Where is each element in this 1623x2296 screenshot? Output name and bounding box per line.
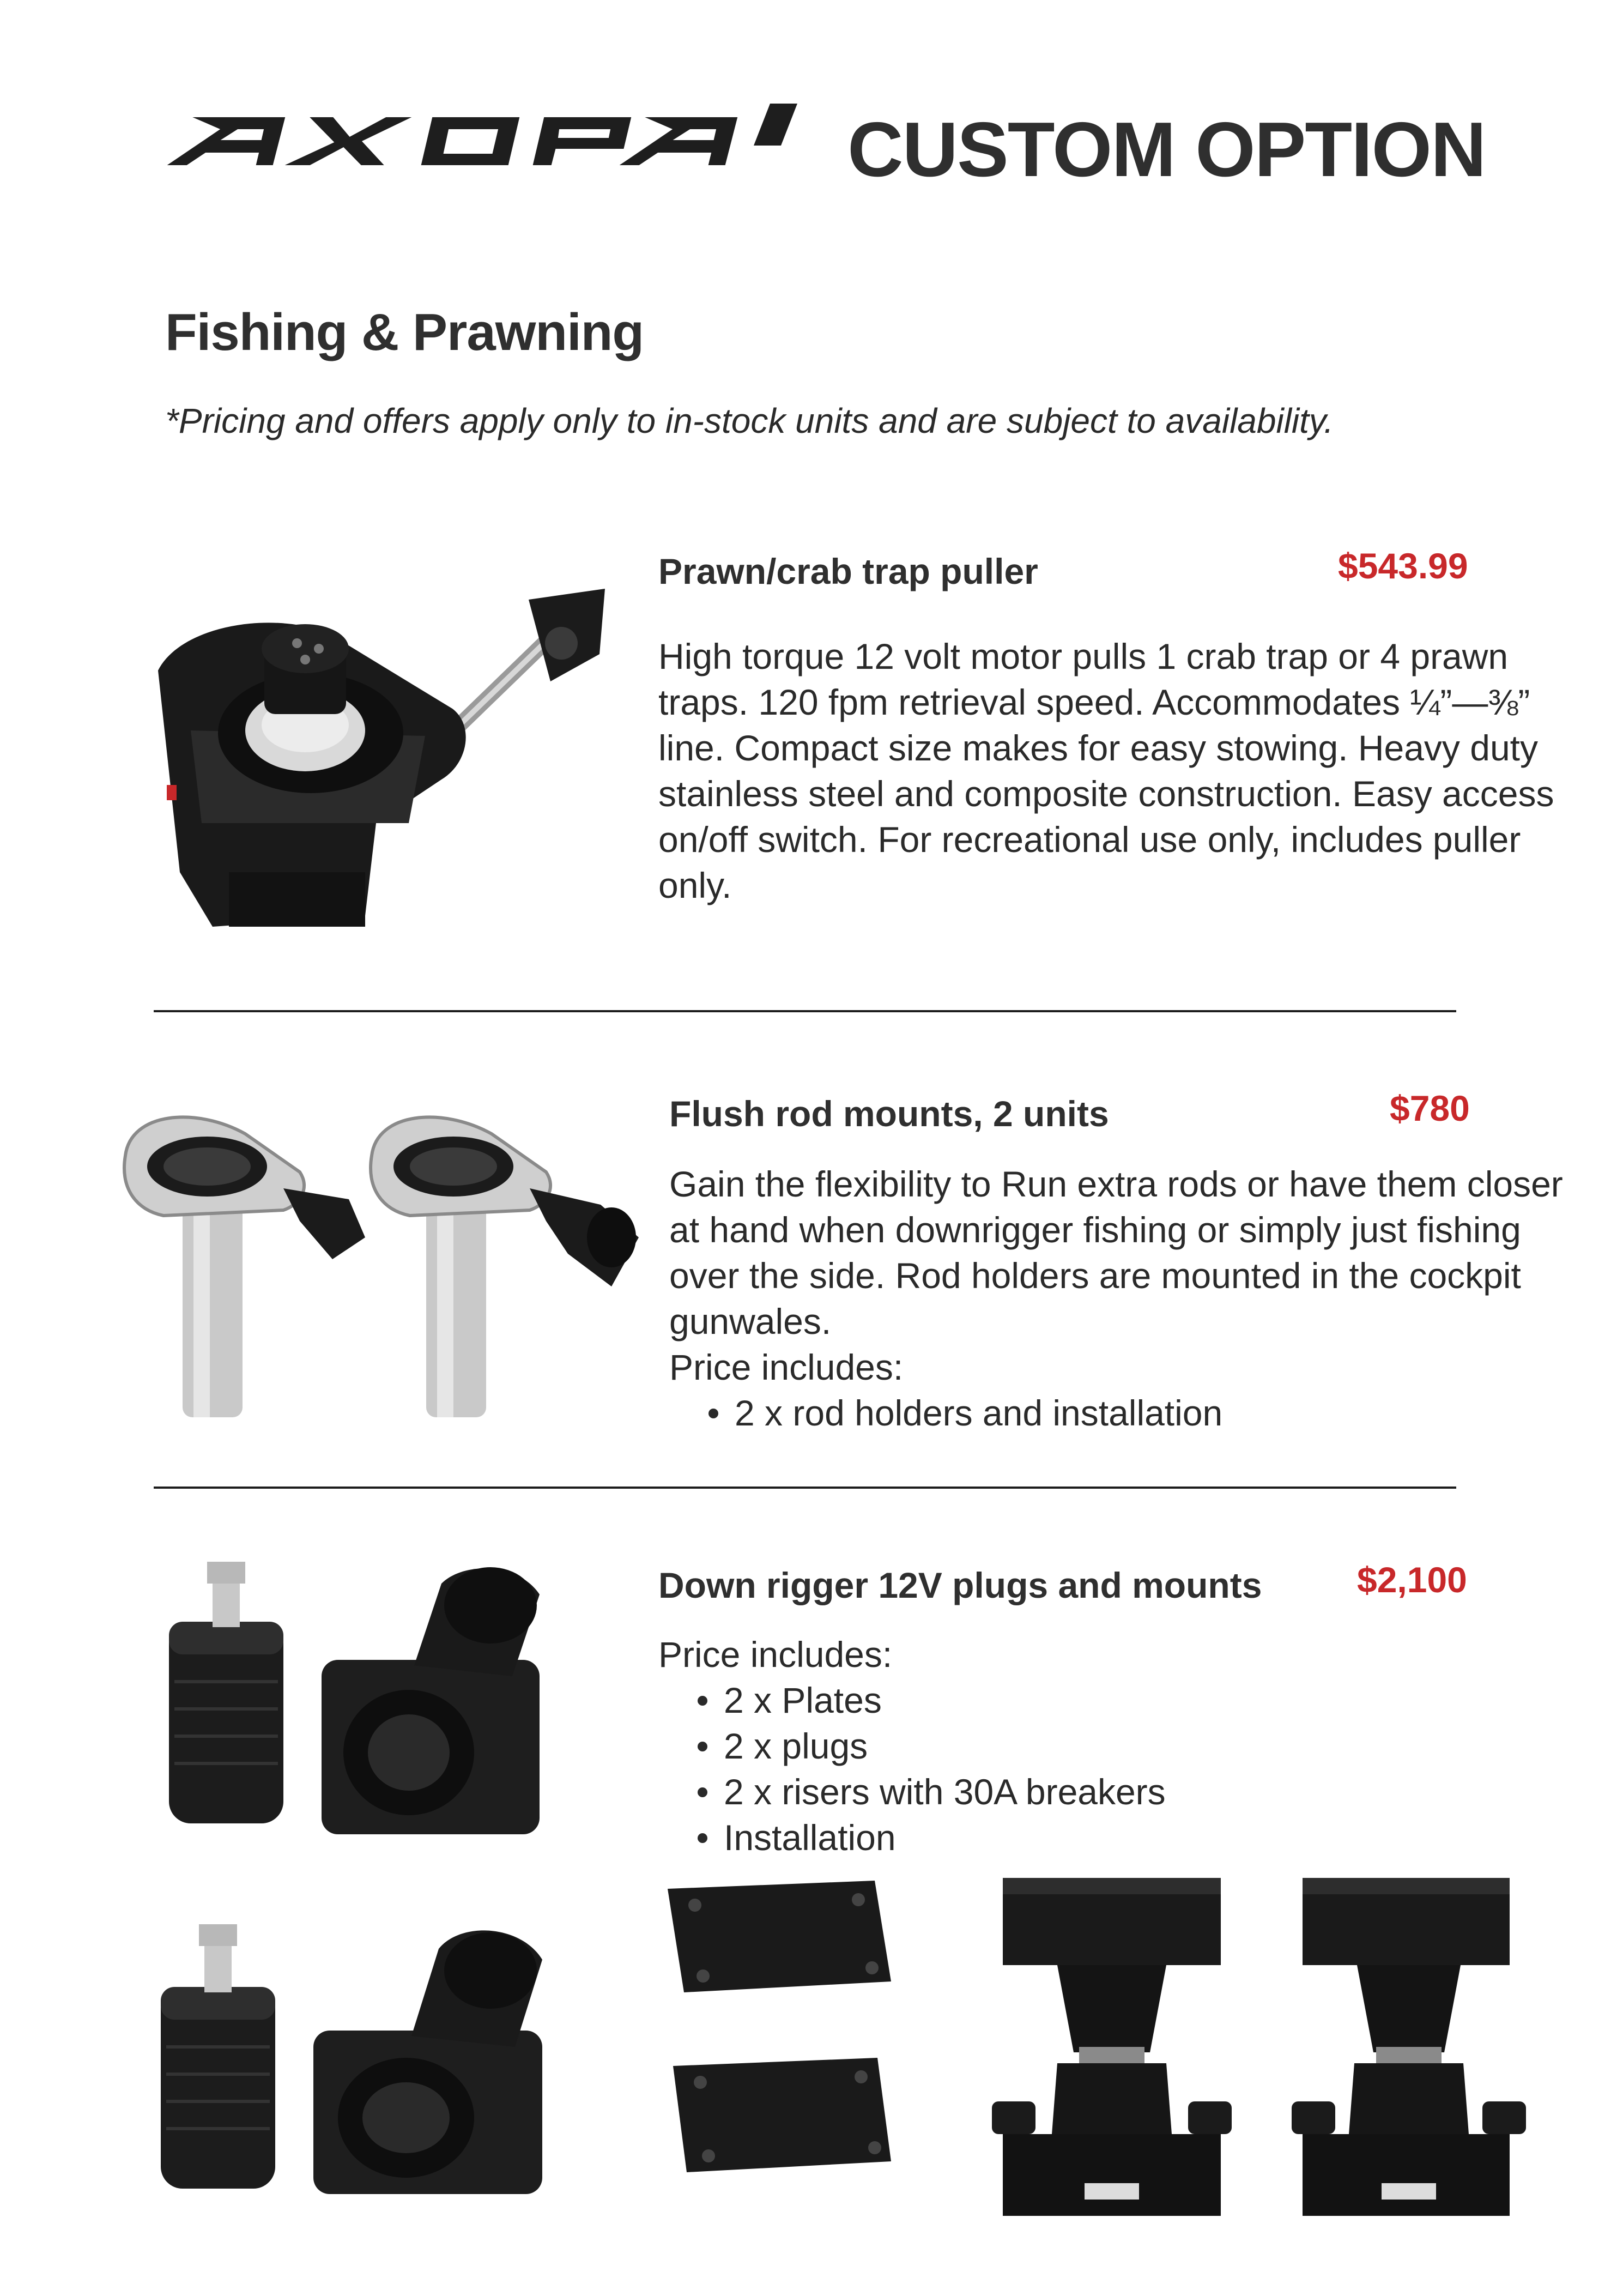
trap-puller-image — [147, 567, 610, 959]
riser-mount-image-left — [992, 1872, 1232, 2227]
included-items-list — [669, 1390, 1569, 1436]
product-price: $543.99 — [1338, 546, 1468, 586]
product-name: Prawn/crab trap puller — [658, 551, 1038, 591]
list-item: 2 x plugs — [658, 1723, 1558, 1769]
product-description — [658, 1632, 1558, 1860]
product-description — [669, 1161, 1569, 1436]
plug-socket-image-bottom — [150, 1911, 564, 2205]
list-item: 2 x rod holders and installation — [669, 1390, 1569, 1436]
product-name: Flush rod mounts, 2 units — [669, 1093, 1109, 1134]
list-item: Installation — [658, 1815, 1558, 1860]
plug-socket-image-top — [158, 1551, 561, 1840]
product-price: $780 — [1390, 1088, 1470, 1128]
list-item: 2 x Plates — [658, 1677, 1558, 1723]
price-includes-label: Price includes: — [669, 1347, 904, 1387]
riser-mount-image-right — [1292, 1872, 1531, 2227]
product-name: Down rigger 12V plugs and mounts — [658, 1565, 1262, 1605]
description-paragraph: Gain the flexibility to Run extra rods or have them closer at hand when downrigger fishing or simply just fishing over the side. Rod holders are mounted in the cockpit gunwales. — [669, 1164, 1563, 1342]
divider — [154, 1487, 1456, 1489]
list-item: 2 x risers with 30A breakers — [658, 1769, 1558, 1815]
section-title: Fishing & Prawning — [165, 303, 644, 361]
included-items-list — [658, 1677, 1558, 1860]
price-includes-label: Price includes: — [658, 1634, 893, 1675]
product-price: $2,100 — [1357, 1560, 1467, 1600]
rod-mount-image-left — [120, 1096, 371, 1423]
description-paragraph: High torque 12 volt motor pulls 1 crab trap or 4 prawn traps. 120 fpm retrieval speed. Accommodates ¼”—⅜” line. Compact size makes for easy stowing. Heavy duty stainless steel and composite construction. Easy access on/off switch. For recreational use only, includes puller only. — [658, 636, 1554, 905]
mounting-plates-image — [662, 1878, 902, 2221]
pricing-disclaimer: *Pricing and offers apply only to in-stock units and are subject to availability. — [165, 401, 1334, 440]
axopar-logo — [165, 101, 798, 183]
rod-mount-image-right — [366, 1096, 650, 1423]
product-description — [658, 633, 1558, 908]
divider — [154, 1010, 1456, 1012]
page-title: CUSTOM OPTION — [847, 106, 1486, 193]
